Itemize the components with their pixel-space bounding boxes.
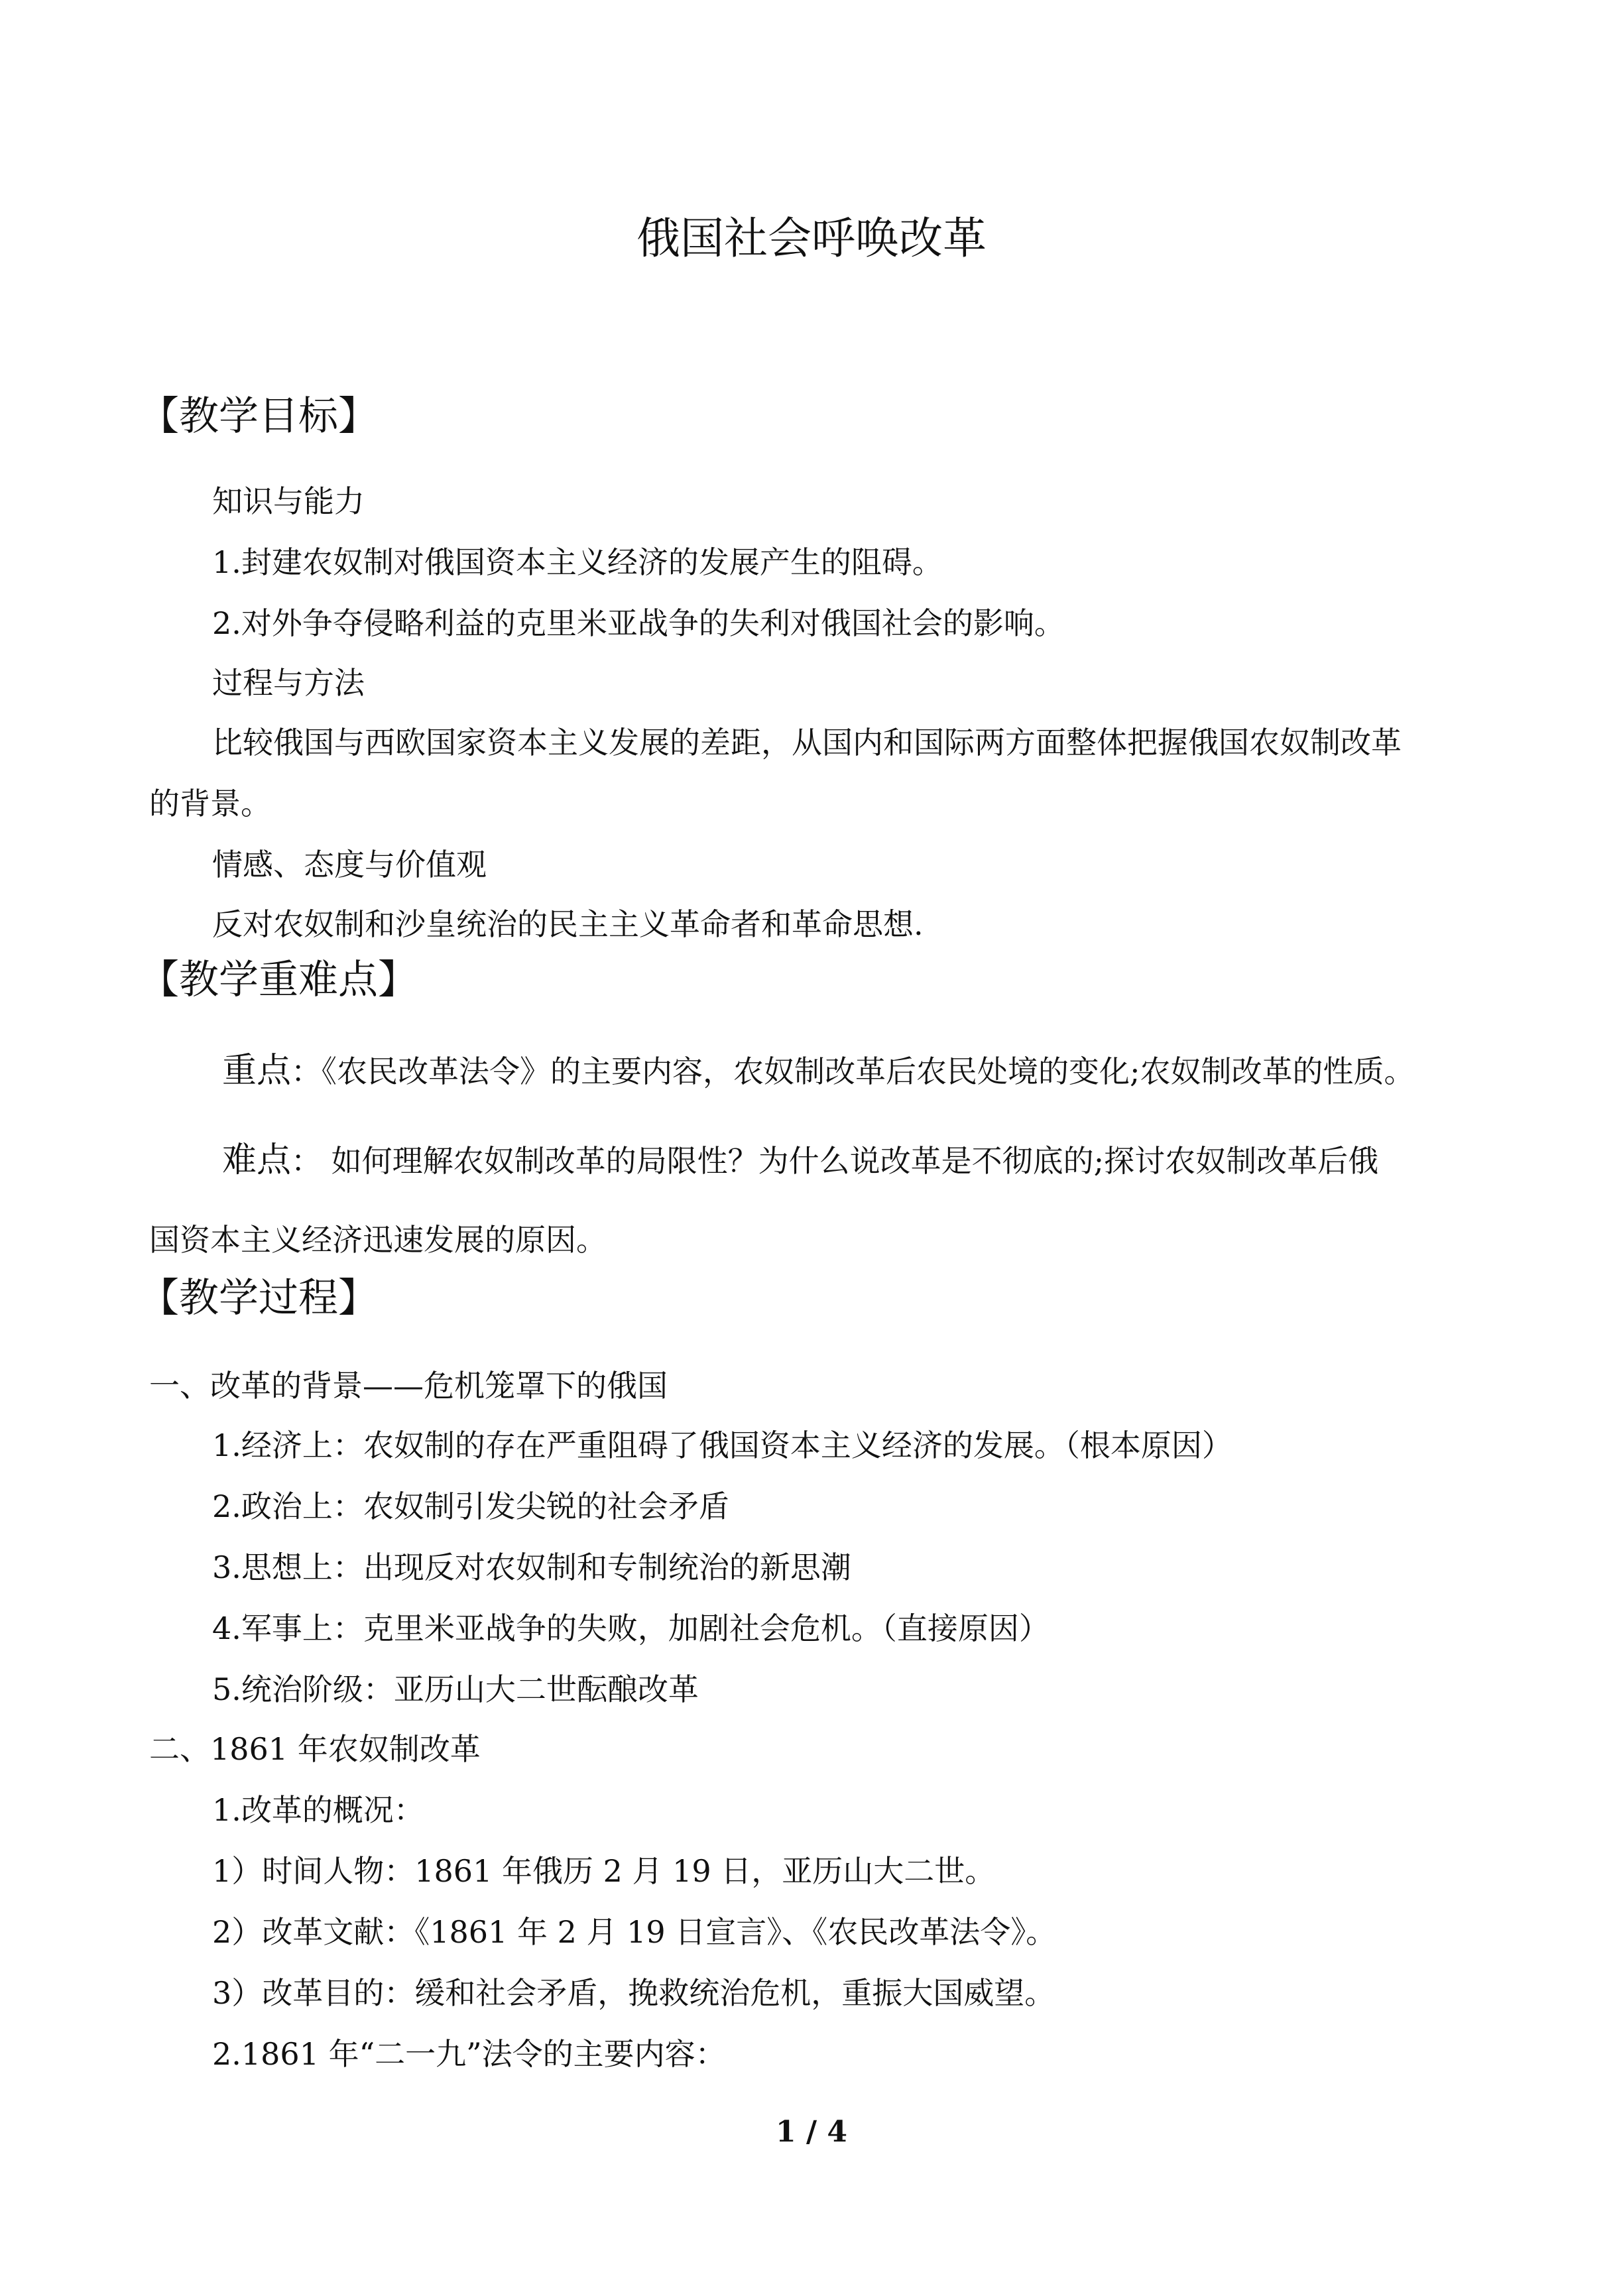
process-part-2-item-1a: 1）时间人物：1861 年俄历 2 月 19 日，亚历山大二世。 (212, 1853, 996, 1889)
objectives-emotion-label: 情感、态度与价值观 (212, 847, 487, 882)
process-part-1-title: 一、改革的背景——危机笼罩下的俄国 (149, 1368, 668, 1404)
section-heading-objectives: 【教学目标】 (139, 393, 378, 440)
page-title: 俄国社会呼唤改革 (636, 213, 987, 264)
process-part-1-item-4: 4.军事上：克里米亚战争的失败，加剧社会危机。（直接原因） (212, 1610, 1050, 1646)
objectives-process-label: 过程与方法 (212, 665, 365, 701)
process-part-1-item-3: 3.思想上：出现反对农奴制和专制统治的新思潮 (212, 1549, 851, 1585)
objectives-process-text-cont: 的背景。 (149, 786, 271, 821)
section-heading-process: 【教学过程】 (139, 1275, 378, 1321)
objectives-item-2: 2.对外争夺侵略利益的克里米亚战争的失利对俄国社会的影响。 (212, 605, 1065, 641)
process-part-1-item-2: 2.政治上：农奴制引发尖锐的社会矛盾 (212, 1488, 729, 1524)
objectives-knowledge-label: 知识与能力 (212, 483, 365, 519)
objectives-process-text: 比较俄国与西欧国家资本主义发展的差距，从国内和国际两方面整体把握俄国农奴制改革 (212, 725, 1402, 760)
section-heading-key-points: 【教学重难点】 (139, 957, 418, 1003)
key-point-text: ：《农民改革法令》的主要内容，农奴制改革后农民处境的变化;农奴制改革的性质。 (291, 1054, 1415, 1089)
key-point-line (222, 1051, 1415, 1091)
page-number: 1 / 4 (776, 2115, 847, 2149)
key-point-label: 重点 (222, 1051, 292, 1091)
process-part-1-item-5: 5.统治阶级：亚历山大二世酝酿改革 (212, 1671, 699, 1707)
process-part-2-item-1b: 2）改革文献：《1861 年 2 月 19 日宣言》、《农民改革法令》。 (212, 1914, 1057, 1950)
difficult-point-label: 难点 (222, 1140, 292, 1180)
process-part-2-item-1: 1.改革的概况： (212, 1792, 424, 1828)
objectives-item-1: 1.封建农奴制对俄国资本主义经济的发展产生的阻碍。 (212, 544, 943, 580)
process-part-1-item-1: 1.经济上：农奴制的存在严重阻碍了俄国资本主义经济的发展。（根本原因） (212, 1427, 1232, 1463)
process-part-2-item-2: 2.1861 年“二一九”法令的主要内容： (212, 2036, 726, 2072)
process-part-2-title: 二、1861 年农奴制改革 (149, 1731, 481, 1767)
objectives-emotion-text: 反对农奴制和沙皇统治的民主主义革命者和革命思想. (212, 906, 924, 942)
difficult-point-text-cont: 国资本主义经济迅速发展的原因。 (149, 1222, 607, 1258)
difficult-point-text: ： 如何理解农奴制改革的局限性？为什么说改革是不彻底的;探讨农奴制改革后俄 (291, 1143, 1379, 1179)
process-part-2-item-1c: 3）改革目的：缓和社会矛盾，挽救统治危机，重振大国威望。 (212, 1975, 1055, 2011)
difficult-point-line (222, 1140, 1378, 1181)
